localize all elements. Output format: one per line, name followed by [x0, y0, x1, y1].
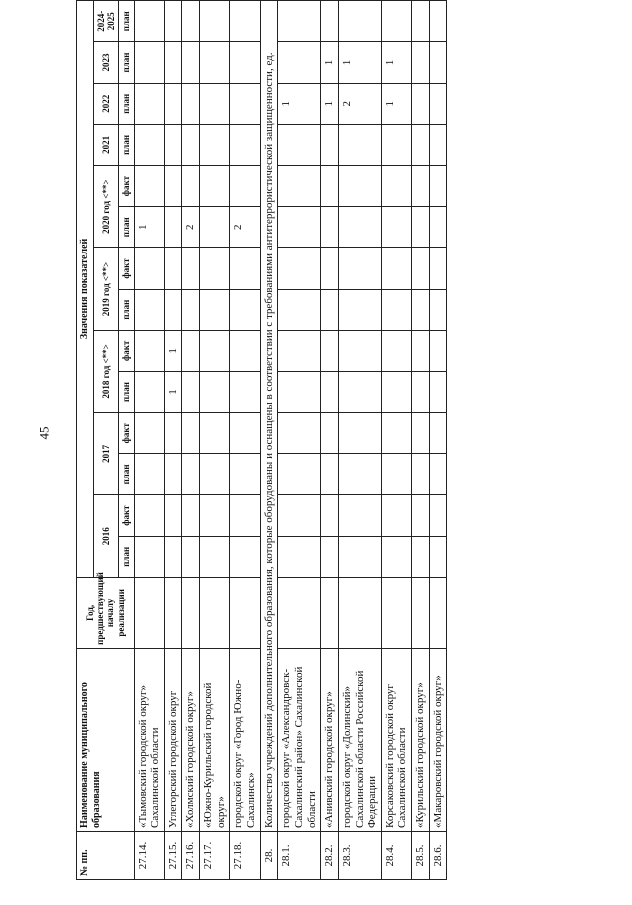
value-cell	[321, 413, 339, 454]
value-cell	[429, 371, 447, 412]
base-year-cell	[134, 577, 164, 648]
value-cell	[338, 124, 381, 165]
value-cell	[412, 371, 430, 412]
value-cell	[321, 371, 339, 412]
value-cell	[278, 495, 321, 536]
value-cell	[321, 330, 339, 371]
row-number: 27.18.	[230, 831, 260, 879]
table-row	[164, 1, 182, 880]
value-cell	[429, 495, 447, 536]
value-cell	[164, 1, 182, 42]
col-num-header: № пп.	[77, 831, 135, 879]
base-year-cell	[182, 577, 200, 648]
value-cell	[182, 330, 200, 371]
table-row	[429, 1, 447, 880]
rotated-table-wrapper	[76, 0, 576, 880]
value-cell	[230, 1, 260, 42]
value-cell	[200, 495, 230, 536]
table-row	[230, 1, 260, 880]
value-cell	[429, 536, 447, 577]
value-cell	[230, 413, 260, 454]
plan-header: план	[119, 536, 134, 577]
value-cell	[338, 330, 381, 371]
value-cell	[134, 124, 164, 165]
value-cell	[200, 1, 230, 42]
value-cell: 1	[321, 83, 339, 124]
year-header: 2024-2025	[93, 1, 119, 42]
plan-header: план	[119, 124, 134, 165]
year-header: 2022	[93, 83, 119, 124]
value-cell	[164, 42, 182, 83]
value-cell	[381, 536, 411, 577]
value-cell	[200, 454, 230, 495]
value-cell	[412, 42, 430, 83]
value-cell	[429, 83, 447, 124]
value-cell	[321, 166, 339, 207]
value-cell	[230, 495, 260, 536]
municipality-name: городской округ «Город Южно-Сахалинск»	[230, 648, 260, 831]
row-number: 28.6.	[429, 831, 447, 879]
municipality-name: «Южно-Курильский городской округ»	[200, 648, 230, 831]
value-cell	[230, 536, 260, 577]
value-cell	[230, 124, 260, 165]
value-cell	[278, 454, 321, 495]
value-cell	[200, 83, 230, 124]
value-cell: 2	[182, 207, 200, 248]
value-cell: 1	[278, 83, 321, 124]
value-cell	[338, 1, 381, 42]
table-row	[381, 1, 411, 880]
value-cell: 1	[338, 42, 381, 83]
value-cell	[338, 454, 381, 495]
plan-header: план	[119, 83, 134, 124]
value-cell: 1	[321, 42, 339, 83]
value-cell	[164, 289, 182, 330]
plan-header: план	[119, 371, 134, 412]
value-cell: 1	[381, 42, 411, 83]
value-cell	[134, 454, 164, 495]
municipality-name: «Курильский городской округ»	[412, 648, 430, 831]
value-cell	[412, 495, 430, 536]
value-cell	[182, 536, 200, 577]
value-cell	[200, 42, 230, 83]
row-number: 27.14.	[134, 831, 164, 879]
value-cell	[164, 166, 182, 207]
value-cell	[338, 413, 381, 454]
section-number: 28.	[260, 831, 278, 879]
plan-header: план	[119, 42, 134, 83]
value-cell	[134, 42, 164, 83]
value-cell	[381, 248, 411, 289]
value-cell: 2	[338, 83, 381, 124]
value-cell	[278, 289, 321, 330]
value-cell	[164, 248, 182, 289]
value-cell	[321, 289, 339, 330]
value-cell	[412, 248, 430, 289]
value-cell	[381, 207, 411, 248]
value-cell	[412, 166, 430, 207]
values-group-header: Значения показателей	[77, 1, 94, 578]
value-cell	[278, 207, 321, 248]
value-cell	[164, 413, 182, 454]
value-cell	[200, 207, 230, 248]
row-number: 28.3.	[338, 831, 381, 879]
value-cell	[412, 83, 430, 124]
year-header: 2020 год <**>	[93, 166, 119, 248]
base-year-cell	[278, 577, 321, 648]
municipality-name: Корсаковский городской округ Сахалинской области	[381, 648, 411, 831]
value-cell	[429, 454, 447, 495]
value-cell	[321, 495, 339, 536]
value-cell	[134, 495, 164, 536]
value-cell	[338, 248, 381, 289]
value-cell	[134, 289, 164, 330]
value-cell	[321, 207, 339, 248]
value-cell	[182, 124, 200, 165]
value-cell	[182, 413, 200, 454]
value-cell	[164, 454, 182, 495]
row-number: 27.16.	[182, 831, 200, 879]
row-number: 28.4.	[381, 831, 411, 879]
section-row	[260, 1, 278, 880]
value-cell	[182, 42, 200, 83]
indicators-table	[76, 0, 447, 880]
value-cell	[164, 83, 182, 124]
table-row	[412, 1, 430, 880]
year-header: 2016	[93, 495, 119, 577]
year-header: 2019 год <**>	[93, 248, 119, 330]
value-cell	[338, 289, 381, 330]
value-cell	[230, 371, 260, 412]
value-cell	[429, 124, 447, 165]
plan-header: план	[119, 454, 134, 495]
value-cell	[381, 330, 411, 371]
municipality-name: «Анивский городской округ»	[321, 648, 339, 831]
value-cell	[381, 289, 411, 330]
year-header: 2021	[93, 124, 119, 165]
value-cell	[164, 124, 182, 165]
value-cell	[230, 83, 260, 124]
plan-header: план	[119, 207, 134, 248]
value-cell: 1	[381, 83, 411, 124]
value-cell	[134, 166, 164, 207]
value-cell	[230, 248, 260, 289]
value-cell	[278, 124, 321, 165]
value-cell	[182, 454, 200, 495]
value-cell	[164, 495, 182, 536]
fact-header: факт	[119, 248, 134, 289]
municipality-name: городской округ «Александровск-Сахалинский район» Сахалинской области	[278, 648, 321, 831]
plan-header: план	[119, 1, 134, 42]
value-cell	[182, 371, 200, 412]
table-row	[321, 1, 339, 880]
value-cell	[412, 454, 430, 495]
value-cell	[429, 207, 447, 248]
row-number: 27.17.	[200, 831, 230, 879]
value-cell	[381, 371, 411, 412]
fact-header: факт	[119, 330, 134, 371]
value-cell	[381, 166, 411, 207]
col-base-year-header: Год, предшествующий началу реализации	[77, 577, 135, 648]
value-cell	[429, 330, 447, 371]
value-cell	[381, 1, 411, 42]
value-cell	[278, 536, 321, 577]
value-cell	[134, 248, 164, 289]
table-row	[338, 1, 381, 880]
value-cell	[338, 166, 381, 207]
value-cell	[278, 42, 321, 83]
value-cell	[230, 454, 260, 495]
value-cell	[230, 42, 260, 83]
value-cell	[182, 166, 200, 207]
value-cell	[429, 42, 447, 83]
value-cell	[412, 413, 430, 454]
value-cell	[278, 371, 321, 412]
row-number: 27.15.	[164, 831, 182, 879]
value-cell	[230, 166, 260, 207]
row-number: 28.5.	[412, 831, 430, 879]
value-cell: 1	[134, 207, 164, 248]
value-cell	[321, 1, 339, 42]
base-year-cell	[230, 577, 260, 648]
value-cell: 1	[164, 371, 182, 412]
municipality-name: городской округ «Долинский» Сахалинской области Российской Федерации	[338, 648, 381, 831]
municipality-name: «Холмский городской округ»	[182, 648, 200, 831]
value-cell	[134, 371, 164, 412]
base-year-cell	[164, 577, 182, 648]
row-number: 28.2.	[321, 831, 339, 879]
value-cell	[200, 536, 230, 577]
value-cell	[164, 536, 182, 577]
year-header: 2018 год <**>	[93, 330, 119, 412]
value-cell	[429, 413, 447, 454]
value-cell	[338, 536, 381, 577]
municipality-name: «Макаровский городской округ»	[429, 648, 447, 831]
value-cell	[200, 330, 230, 371]
municipality-name: «Тымовский городской округ» Сахалинской области	[134, 648, 164, 831]
value-cell	[278, 330, 321, 371]
value-cell	[134, 1, 164, 42]
value-cell	[182, 83, 200, 124]
value-cell	[200, 413, 230, 454]
value-cell	[429, 166, 447, 207]
value-cell	[230, 330, 260, 371]
fact-header: факт	[119, 166, 134, 207]
value-cell	[381, 454, 411, 495]
value-cell	[338, 371, 381, 412]
value-cell	[278, 413, 321, 454]
value-cell	[200, 166, 230, 207]
value-cell	[134, 83, 164, 124]
value-cell	[134, 536, 164, 577]
value-cell	[381, 413, 411, 454]
base-year-cell	[321, 577, 339, 648]
section-title: Количество учреждений дополнительного образования, которые оборудованы и оснащены в соответствии с требованиями антитеррористической защищенности, ед.	[260, 1, 278, 832]
municipality-name: Углегорский городской округ	[164, 648, 182, 831]
base-year-cell	[381, 577, 411, 648]
plan-header: план	[119, 289, 134, 330]
table-row	[200, 1, 230, 880]
value-cell	[278, 166, 321, 207]
value-cell	[381, 495, 411, 536]
value-cell	[278, 1, 321, 42]
fact-header: факт	[119, 413, 134, 454]
value-cell	[429, 289, 447, 330]
value-cell	[200, 124, 230, 165]
base-year-cell	[338, 577, 381, 648]
value-cell	[412, 124, 430, 165]
value-cell	[412, 207, 430, 248]
page-number: 45	[36, 426, 52, 440]
value-cell	[321, 536, 339, 577]
row-number: 28.1.	[278, 831, 321, 879]
value-cell	[338, 207, 381, 248]
col-name-header: Наименование муниципального образования	[77, 648, 135, 831]
value-cell	[200, 289, 230, 330]
value-cell: 1	[164, 330, 182, 371]
value-cell	[182, 289, 200, 330]
value-cell	[412, 1, 430, 42]
value-cell	[321, 248, 339, 289]
table-row	[134, 1, 164, 880]
value-cell	[381, 124, 411, 165]
value-cell	[338, 495, 381, 536]
base-year-cell	[429, 577, 447, 648]
value-cell	[321, 454, 339, 495]
fact-header: факт	[119, 495, 134, 536]
value-cell	[182, 248, 200, 289]
value-cell	[412, 289, 430, 330]
value-cell	[429, 1, 447, 42]
base-year-cell	[412, 577, 430, 648]
value-cell	[230, 289, 260, 330]
year-header: 2023	[93, 42, 119, 83]
value-cell	[412, 536, 430, 577]
table-row	[278, 1, 321, 880]
value-cell	[429, 248, 447, 289]
value-cell	[412, 330, 430, 371]
value-cell	[200, 371, 230, 412]
year-header: 2017	[93, 413, 119, 495]
value-cell	[278, 248, 321, 289]
value-cell	[134, 330, 164, 371]
value-cell	[182, 495, 200, 536]
table-row	[182, 1, 200, 880]
base-year-cell	[200, 577, 230, 648]
value-cell	[321, 124, 339, 165]
value-cell	[200, 248, 230, 289]
value-cell	[182, 1, 200, 42]
value-cell	[134, 413, 164, 454]
value-cell: 2	[230, 207, 260, 248]
value-cell	[164, 207, 182, 248]
